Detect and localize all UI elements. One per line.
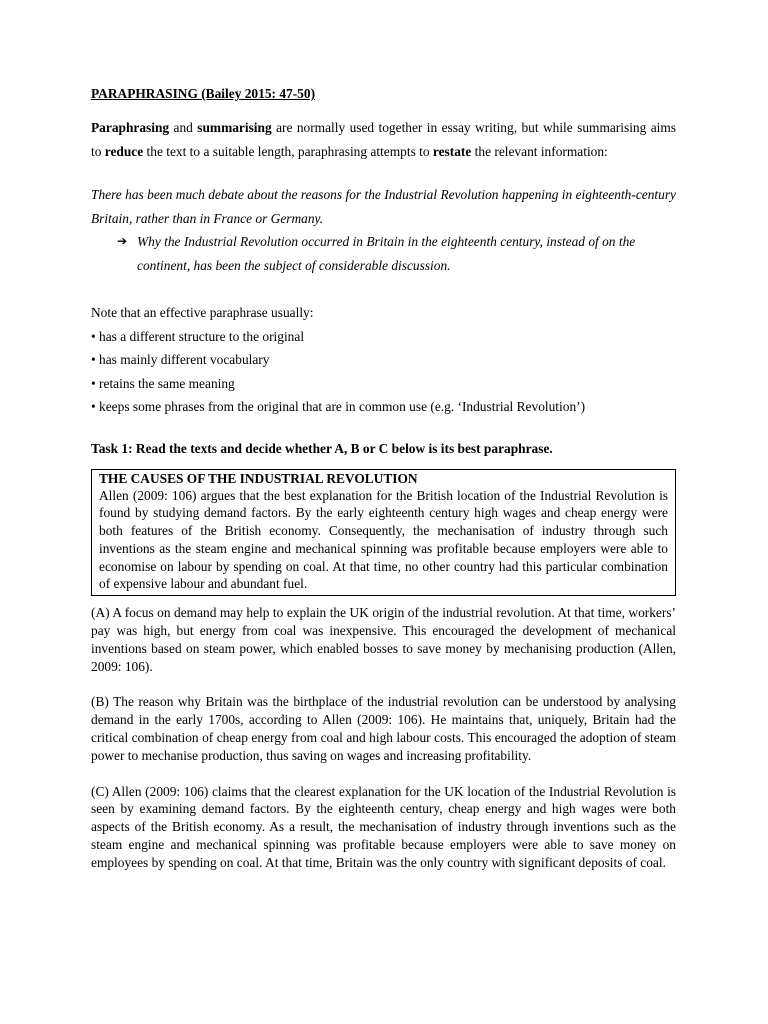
term-summarising: summarising (197, 120, 272, 135)
option-a: (A) A focus on demand may help to explain the UK origin of the industrial revolution. At that time, workers’ pay was high, but energy from coal was inexpensive. This encouraged the development of mechanical inventions based on steam power, which enabled bosses to save money by mechanising production (Allen, 2009: 106). (91, 605, 676, 674)
note-item: • retains the same meaning (91, 375, 235, 391)
option-b: (B) The reason why Britain was the birthplace of the industrial revolution can be understood by analysing demand in the early 1700s, according to Allen (2009: 106). He maintains that, uniquely, Britain had the critical combination of cheap energy from coal and high labour costs. This encouraged the adoption of steam power to mechanise production, thus saving on wages and increasing profitability. (91, 694, 676, 763)
arrow-right-icon: ➔ (116, 234, 127, 248)
example-paraphrase: Why the Industrial Revolution occurred in Britain in the eighteenth century, instead of on the continent, has been the subject of considerable discussion. (137, 234, 636, 273)
note-item: • keeps some phrases from the original that are in common use (e.g. ‘Industrial Revolution’) (91, 399, 586, 414)
intro-text-4: the relevant information: (471, 143, 608, 159)
intro-paragraph (91, 116, 676, 163)
intro-text-3: the text to a suitable length, paraphrasing attempts to (143, 143, 433, 159)
task-instruction: Task 1: Read the texts and decide whether A, B or C below is its best paraphrase. (91, 440, 553, 456)
note-list (91, 325, 676, 419)
note-item: • has a different structure to the original (91, 328, 305, 344)
intro-text-1: and (169, 120, 198, 135)
term-reduce: reduce (104, 143, 144, 159)
example-original: There has been much debate about the reasons for the Industrial Revolution happening in eighteenth-century Britain, rather than in France or Germany. (91, 187, 676, 226)
page-title: PARAPHRASING (Bailey 2015: 47-50) (91, 86, 316, 101)
term-restate: restate (432, 143, 472, 159)
source-text-title: THE CAUSES OF THE INDUSTRIAL REVOLUTION (99, 470, 418, 486)
note-lead: Note that an effective paraphrase usually: (91, 305, 314, 320)
term-paraphrasing: Paraphrasing (91, 120, 170, 135)
intro-text-2: are normally used together in essay writing, but while summarising aims to (91, 120, 676, 159)
example-paraphrase-line (91, 230, 676, 277)
option-c: (C) Allen (2009: 106) claims that the clearest explanation for the UK location of the Industrial Revolution is seen by examining demand factors. By the eighteenth century, cheap energy and high wages were both aspects of the British economy. As a result, the mechanisation of industry through inventions such as the steam engine and mechanical spinning was profitable because employers were able to save money on employees by spending on coal. At that time, Britain was the only country with significant deposits of coal. (91, 783, 676, 870)
note-item: • has mainly different vocabulary (91, 352, 270, 367)
document-page (91, 84, 676, 890)
source-text-box (91, 469, 676, 597)
source-text-body: Allen (2009: 106) argues that the best explanation for the British location of the Industrial Revolution is found by studying demand factors. By the early eighteenth century high wages and cheap energy were both features of the British economy. Consequently, the mechanisation of industry through such inventions as the steam engine and mechanical spinning was profitable because employers were able to economise on labour by spending on coal. At that time, no other country had this particular combination of expensive labour and abundant fuel. (99, 487, 668, 592)
